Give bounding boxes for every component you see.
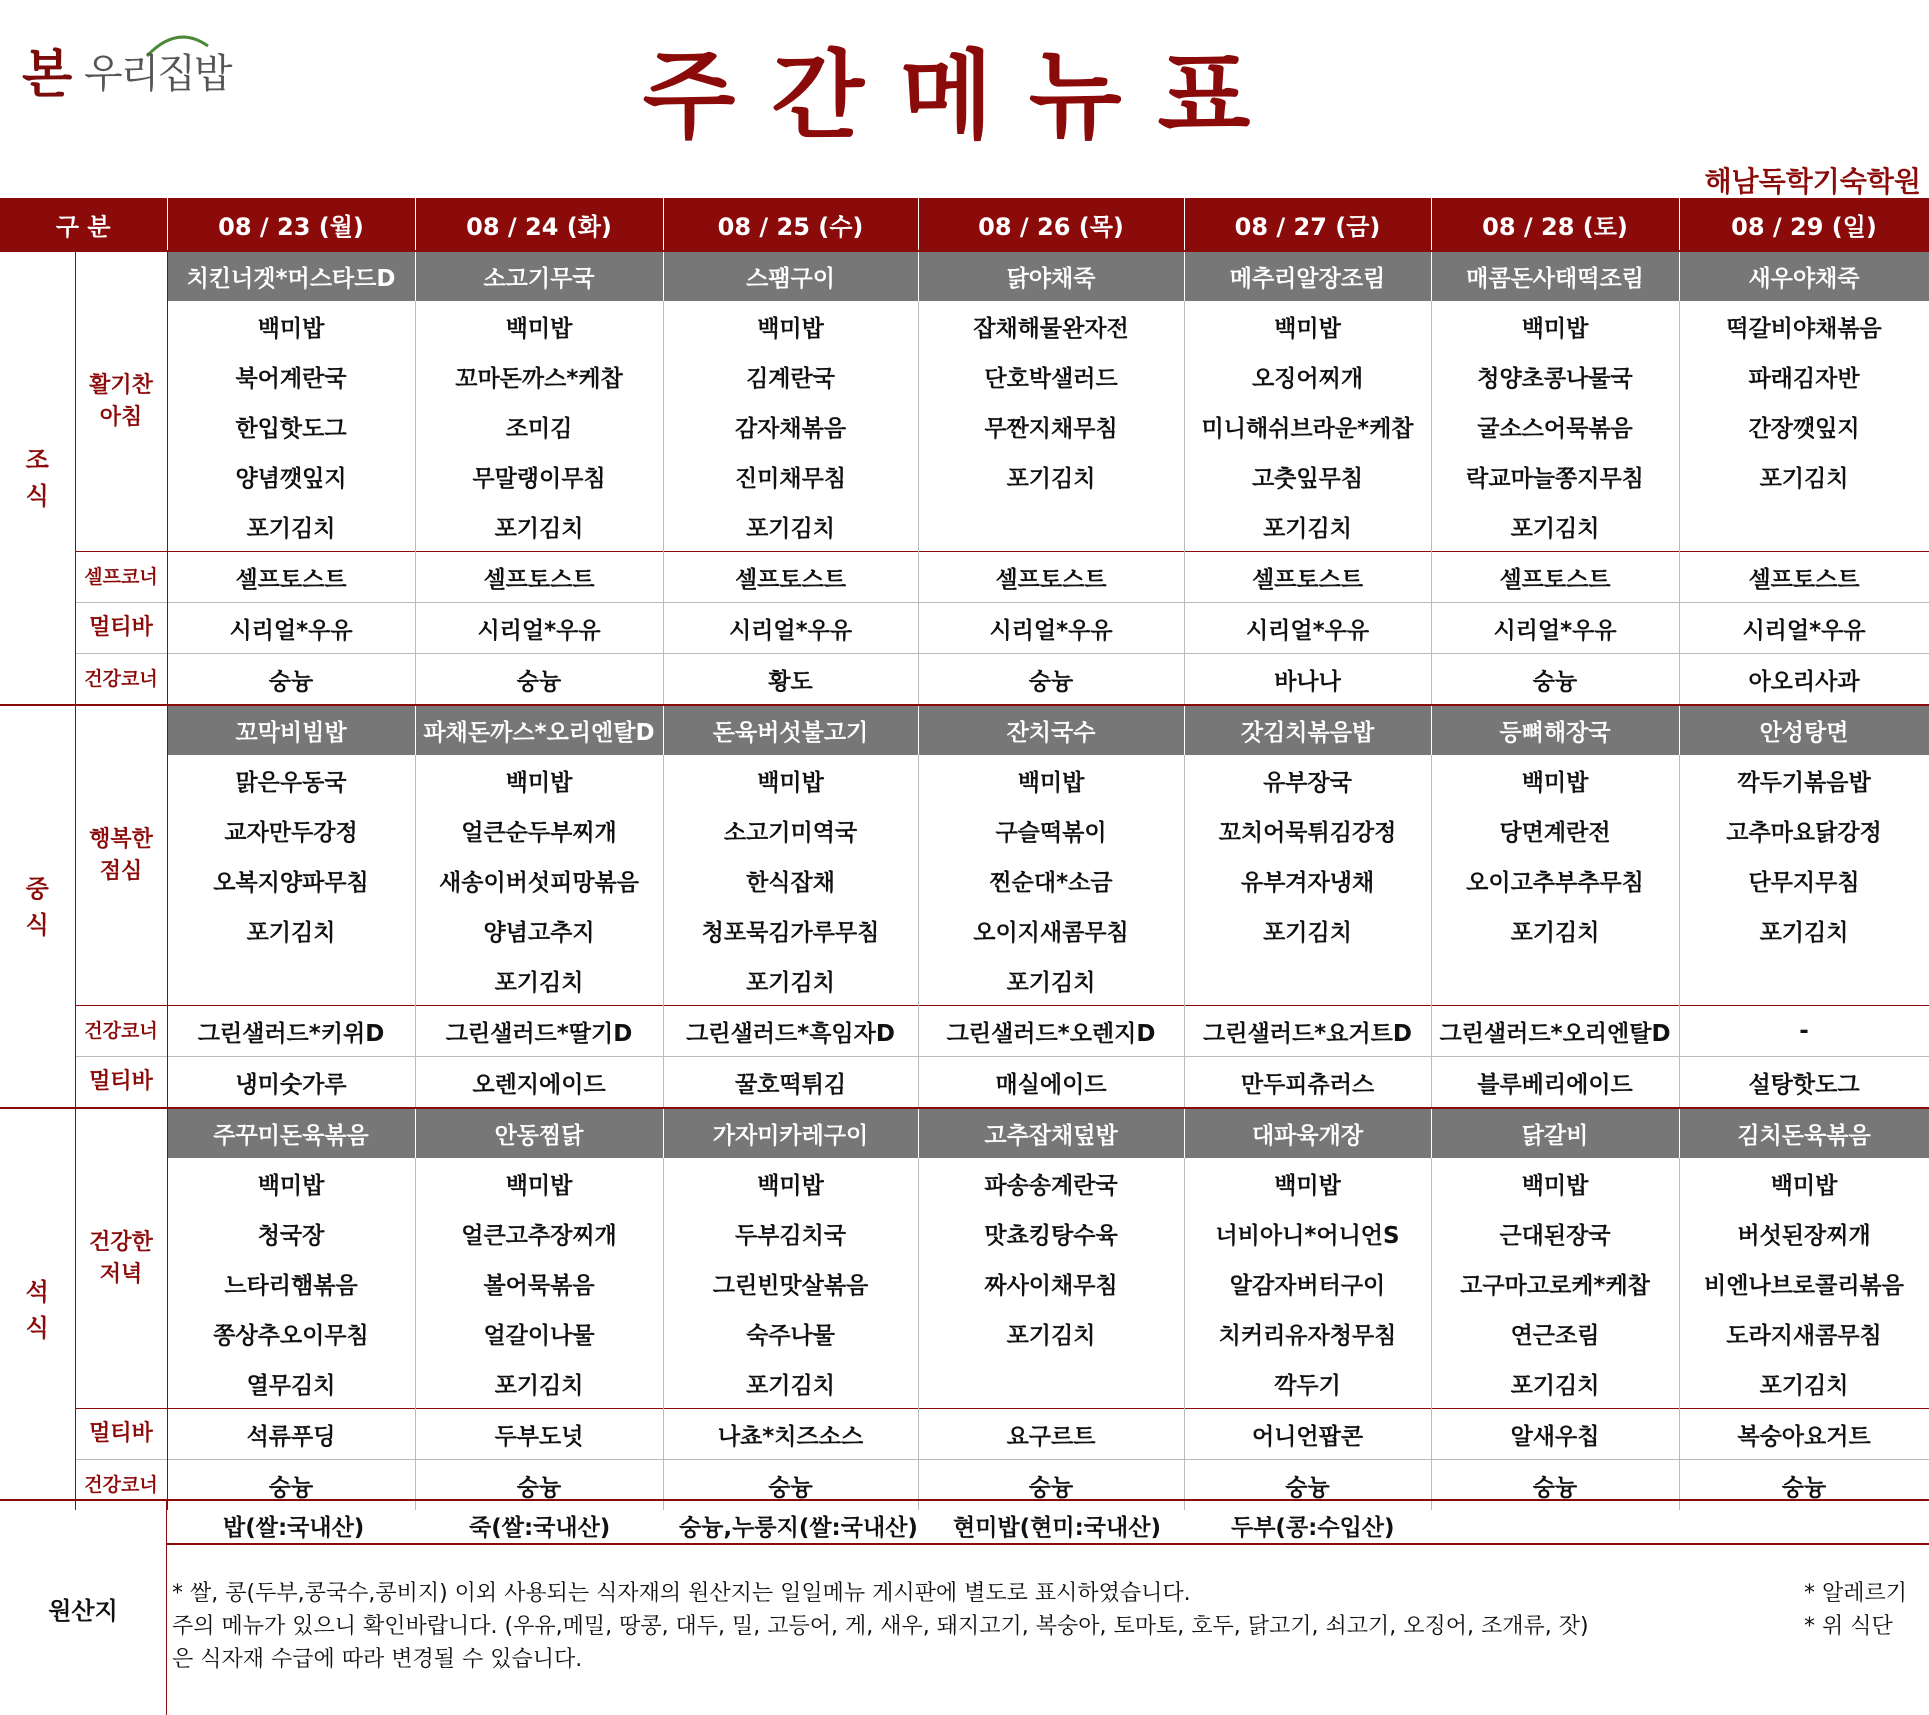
menu-item: 감자채볶음 xyxy=(663,401,918,451)
menu-item: 백미밥 xyxy=(663,1158,918,1208)
day-header: 08 / 29 (일) xyxy=(1679,198,1929,251)
health-item: 황도 xyxy=(663,654,918,706)
menu-item: 한식잡채 xyxy=(663,855,918,905)
menu-item: 백미밥 xyxy=(167,1158,415,1208)
note-line: * 위 식단 xyxy=(1803,1614,1893,1639)
menu-item: 오복지양파무침 xyxy=(167,855,415,905)
menu-item: 교자만두강정 xyxy=(167,805,415,855)
menu-item: 얼큰고추장찌개 xyxy=(415,1208,663,1258)
menu-item: 고춧잎무침 xyxy=(1184,451,1431,501)
menu-item xyxy=(918,1358,1184,1409)
menu-item: 고추마요닭강정 xyxy=(1679,805,1929,855)
origin-right-notes xyxy=(1804,1577,1907,1643)
menu-row xyxy=(0,351,1929,401)
multi-item: 오렌지에이드 xyxy=(415,1057,663,1109)
multi-label: 멀티바 xyxy=(75,603,167,654)
menu-table xyxy=(0,198,1929,1510)
menu-item: 떡갈비야채볶음 xyxy=(1679,301,1929,351)
menu-item: 맛쵸킹탕수육 xyxy=(918,1208,1184,1258)
day-header: 08 / 25 (수) xyxy=(663,198,918,251)
menu-item: 포기김치 xyxy=(167,905,415,955)
main-dish: 주꾸미돈육볶음 xyxy=(167,1108,415,1158)
menu-row xyxy=(0,1358,1929,1409)
menu-item xyxy=(167,955,415,1006)
main-dish: 가자미카레구이 xyxy=(663,1108,918,1158)
multi-item: 나쵸*치즈소스 xyxy=(663,1409,918,1460)
menu-item: 포기김치 xyxy=(415,955,663,1006)
menu-item: 두부김치국 xyxy=(663,1208,918,1258)
multi-label: 멀티바 xyxy=(75,1409,167,1460)
meal-label: 조 식 xyxy=(0,251,75,705)
menu-item: 유부장국 xyxy=(1184,755,1431,805)
main-dish: 돈육버섯불고기 xyxy=(663,705,918,755)
menu-item: 백미밥 xyxy=(1184,301,1431,351)
menu-item: 느타리햄볶음 xyxy=(167,1258,415,1308)
menu-item: 백미밥 xyxy=(1431,1158,1679,1208)
self-item: 셀프토스트 xyxy=(167,552,415,603)
self-item: 셀프토스트 xyxy=(1184,552,1431,603)
menu-item: 열무김치 xyxy=(167,1358,415,1409)
menu-item: 구슬떡볶이 xyxy=(918,805,1184,855)
menu-item: 포기김치 xyxy=(1431,905,1679,955)
menu-item: 얼갈이나물 xyxy=(415,1308,663,1358)
menu-item: 오징어찌개 xyxy=(1184,351,1431,401)
menu-item: 포기김치 xyxy=(918,1308,1184,1358)
menu-item: 백미밥 xyxy=(1431,755,1679,805)
menu-item xyxy=(1679,955,1929,1006)
menu-item: 너비아니*어니언S xyxy=(1184,1208,1431,1258)
menu-item: 포기김치 xyxy=(1679,451,1929,501)
menu-item: 양념고추지 xyxy=(415,905,663,955)
menu-item: 오이지새콤무침 xyxy=(918,905,1184,955)
menu-row xyxy=(0,1308,1929,1358)
multi-row xyxy=(0,1057,1929,1109)
health-item: 숭늉 xyxy=(918,654,1184,706)
menu-item: 포기김치 xyxy=(1679,1358,1929,1409)
health-item: 숭늉 xyxy=(1184,1460,1431,1511)
self-row xyxy=(0,552,1929,603)
menu-item: 진미채무침 xyxy=(663,451,918,501)
multi-row xyxy=(0,603,1929,654)
menu-row xyxy=(0,401,1929,451)
menu-row xyxy=(0,805,1929,855)
origin-notes xyxy=(172,1577,1589,1676)
menu-item: 버섯된장찌개 xyxy=(1679,1208,1929,1258)
self-item: 셀프토스트 xyxy=(918,552,1184,603)
main-dish: 스팸구이 xyxy=(663,251,918,301)
menu-item: 단호박샐러드 xyxy=(918,351,1184,401)
menu-item: 무말랭이무침 xyxy=(415,451,663,501)
menu-row xyxy=(0,501,1929,552)
health-item: 그린샐러드*오렌지D xyxy=(918,1006,1184,1057)
main-dish: 꼬막비빔밥 xyxy=(167,705,415,755)
menu-item: 락교마늘쫑지무침 xyxy=(1431,451,1679,501)
menu-item: 백미밥 xyxy=(415,1158,663,1208)
menu-item xyxy=(1431,955,1679,1006)
health-label: 건강코너 xyxy=(75,1460,167,1511)
menu-item: 당면계란전 xyxy=(1431,805,1679,855)
main-dish: 파채돈까스*오리엔탈D xyxy=(415,705,663,755)
menu-item: 잡채해물완자전 xyxy=(918,301,1184,351)
header-row xyxy=(0,198,1929,251)
multi-item: 두부도넛 xyxy=(415,1409,663,1460)
health-item: 숭늉 xyxy=(415,1460,663,1511)
menu-item: 근대된장국 xyxy=(1431,1208,1679,1258)
day-header: 08 / 27 (금) xyxy=(1184,198,1431,251)
menu-item: 백미밥 xyxy=(415,301,663,351)
menu-item: 청국장 xyxy=(167,1208,415,1258)
health-item: - xyxy=(1679,1006,1929,1057)
menu-item: 포기김치 xyxy=(663,501,918,552)
health-item: 숭늉 xyxy=(918,1460,1184,1511)
dish-row xyxy=(0,1108,1929,1158)
multi-item: 블루베리에이드 xyxy=(1431,1057,1679,1109)
health-item: 숭늉 xyxy=(167,654,415,706)
menu-row xyxy=(0,755,1929,805)
menu-item: 쫑상추오이무침 xyxy=(167,1308,415,1358)
menu-row xyxy=(0,301,1929,351)
multi-label: 멀티바 xyxy=(75,1057,167,1109)
menu-item: 백미밥 xyxy=(918,755,1184,805)
origin-items xyxy=(167,1501,1929,1545)
menu-item: 볼어묵볶음 xyxy=(415,1258,663,1308)
menu-item: 포기김치 xyxy=(1431,1358,1679,1409)
menu-item xyxy=(1679,501,1929,552)
menu-item: 새송이버섯피망볶음 xyxy=(415,855,663,905)
menu-item: 한입핫도그 xyxy=(167,401,415,451)
health-item: 바나나 xyxy=(1184,654,1431,706)
health-item: 그린샐러드*요거트D xyxy=(1184,1006,1431,1057)
main-dish: 닭야채죽 xyxy=(918,251,1184,301)
menu-row xyxy=(0,451,1929,501)
menu-item: 유부겨자냉채 xyxy=(1184,855,1431,905)
course-label: 건강한 저녁 xyxy=(75,1108,167,1409)
multi-item: 시리얼*우유 xyxy=(167,603,415,654)
menu-item: 연근조림 xyxy=(1431,1308,1679,1358)
multi-item: 꿀호떡튀김 xyxy=(663,1057,918,1109)
multi-row xyxy=(0,1409,1929,1460)
menu-item: 치커리유자청무침 xyxy=(1184,1308,1431,1358)
multi-item: 만두피츄러스 xyxy=(1184,1057,1431,1109)
page-title: 주간메뉴표 xyxy=(642,40,1287,152)
menu-item: 포기김치 xyxy=(663,1358,918,1409)
health-item: 그린샐러드*흑임자D xyxy=(663,1006,918,1057)
multi-item: 요구르트 xyxy=(918,1409,1184,1460)
health-item: 숭늉 xyxy=(1431,1460,1679,1511)
course-label: 활기찬 아침 xyxy=(75,251,167,552)
multi-item: 알새우칩 xyxy=(1431,1409,1679,1460)
menu-item: 백미밥 xyxy=(663,301,918,351)
origin-item: 밥(쌀:국내산) xyxy=(223,1515,365,1541)
menu-item: 조미김 xyxy=(415,401,663,451)
multi-item: 시리얼*우유 xyxy=(663,603,918,654)
menu-item: 파송송계란국 xyxy=(918,1158,1184,1208)
main-dish: 새우야채죽 xyxy=(1679,251,1929,301)
course-label: 행복한 점심 xyxy=(75,705,167,1006)
main-dish: 등뼈해장국 xyxy=(1431,705,1679,755)
multi-item: 시리얼*우유 xyxy=(1184,603,1431,654)
menu-row xyxy=(0,855,1929,905)
main-dish: 닭갈비 xyxy=(1431,1108,1679,1158)
multi-item: 시리얼*우유 xyxy=(1679,603,1929,654)
origin-item: 죽(쌀:국내산) xyxy=(469,1515,611,1541)
health-item: 숭늉 xyxy=(1431,654,1679,706)
main-dish: 고추잡채덮밥 xyxy=(918,1108,1184,1158)
multi-item: 설탕핫도그 xyxy=(1679,1057,1929,1109)
main-dish: 메추리알장조림 xyxy=(1184,251,1431,301)
menu-item: 찐순대*소금 xyxy=(918,855,1184,905)
menu-item: 청양초콩나물국 xyxy=(1431,351,1679,401)
origin-section xyxy=(0,1499,1929,1715)
note-line: * 쌀, 콩(두부,콩국수,콩비지) 이외 사용되는 식자재의 원산지는 일일메뉴 게시판에 별도로 표시하였습니다. xyxy=(172,1581,1191,1606)
self-item: 셀프토스트 xyxy=(415,552,663,603)
menu-item: 백미밥 xyxy=(167,301,415,351)
day-header: 08 / 24 (화) xyxy=(415,198,663,251)
multi-item: 복숭아요거트 xyxy=(1679,1409,1929,1460)
corner-header: 구 분 xyxy=(0,198,167,251)
main-dish: 김치돈육볶음 xyxy=(1679,1108,1929,1158)
menu-row xyxy=(0,1208,1929,1258)
dish-row xyxy=(0,705,1929,755)
menu-item: 포기김치 xyxy=(415,501,663,552)
self-label: 셀프코너 xyxy=(75,552,167,603)
health-row xyxy=(0,1006,1929,1057)
main-dish: 갓김치볶음밥 xyxy=(1184,705,1431,755)
health-item: 숭늉 xyxy=(1679,1460,1929,1511)
menu-item xyxy=(1184,955,1431,1006)
health-label: 건강코너 xyxy=(75,1006,167,1057)
health-label: 건강코너 xyxy=(75,654,167,706)
logo-text: 우리집밥 xyxy=(84,51,231,97)
menu-item: 파래김자반 xyxy=(1679,351,1929,401)
multi-item: 매실에이드 xyxy=(918,1057,1184,1109)
origin-item: 두부(콩:수입산) xyxy=(1231,1515,1395,1541)
health-item: 그린샐러드*오리엔탈D xyxy=(1431,1006,1679,1057)
menu-row xyxy=(0,905,1929,955)
note-line: * 알레르기 xyxy=(1803,1581,1907,1606)
menu-body xyxy=(0,251,1929,1510)
menu-item: 북어계란국 xyxy=(167,351,415,401)
meal-label: 석 식 xyxy=(0,1108,75,1510)
health-item: 숭늉 xyxy=(663,1460,918,1511)
origin-item: 숭늉,누룽지(쌀:국내산) xyxy=(679,1515,918,1541)
menu-item: 소고기미역국 xyxy=(663,805,918,855)
health-item: 그린샐러드*키위D xyxy=(167,1006,415,1057)
menu-item: 포기김치 xyxy=(663,955,918,1006)
menu-item: 백미밥 xyxy=(1431,301,1679,351)
logo-mark: 본 xyxy=(22,45,73,105)
origin-label: 원산지 xyxy=(0,1501,167,1715)
main-dish: 잔치국수 xyxy=(918,705,1184,755)
menu-item: 백미밥 xyxy=(1679,1158,1929,1208)
menu-item: 얼큰순두부찌개 xyxy=(415,805,663,855)
multi-item: 어니언팝콘 xyxy=(1184,1409,1431,1460)
main-dish: 안성탕면 xyxy=(1679,705,1929,755)
origin-item: 현미밥(현미:국내산) xyxy=(953,1515,1161,1541)
menu-item: 포기김치 xyxy=(167,501,415,552)
multi-item: 시리얼*우유 xyxy=(415,603,663,654)
menu-row xyxy=(0,1158,1929,1208)
menu-item: 간장깻잎지 xyxy=(1679,401,1929,451)
menu-item: 무짠지채무침 xyxy=(918,401,1184,451)
menu-item: 백미밥 xyxy=(415,755,663,805)
multi-item: 냉미숫가루 xyxy=(167,1057,415,1109)
menu-item: 포기김치 xyxy=(1184,501,1431,552)
note-line: 은 식자재 수급에 따라 변경될 수 있습니다. xyxy=(172,1647,583,1672)
self-item: 셀프토스트 xyxy=(663,552,918,603)
menu-item: 그린빈맛살볶음 xyxy=(663,1258,918,1308)
multi-item: 시리얼*우유 xyxy=(918,603,1184,654)
menu-item: 고구마고로케*케찹 xyxy=(1431,1258,1679,1308)
menu-row xyxy=(0,1258,1929,1308)
menu-item: 포기김치 xyxy=(1431,501,1679,552)
day-header: 08 / 28 (토) xyxy=(1431,198,1679,251)
self-item: 셀프토스트 xyxy=(1431,552,1679,603)
menu-item: 백미밥 xyxy=(1184,1158,1431,1208)
main-dish: 소고기무국 xyxy=(415,251,663,301)
dish-row xyxy=(0,251,1929,301)
menu-item xyxy=(918,501,1184,552)
day-header: 08 / 26 (목) xyxy=(918,198,1184,251)
menu-item: 숙주나물 xyxy=(663,1308,918,1358)
menu-item: 포기김치 xyxy=(918,955,1184,1006)
multi-item: 시리얼*우유 xyxy=(1431,603,1679,654)
main-dish: 치킨너겟*머스타드D xyxy=(167,251,415,301)
health-item: 숭늉 xyxy=(167,1460,415,1511)
menu-item: 깍두기 xyxy=(1184,1358,1431,1409)
health-row xyxy=(0,654,1929,706)
health-item: 그린샐러드*딸기D xyxy=(415,1006,663,1057)
main-dish: 매콤돈사태떡조림 xyxy=(1431,251,1679,301)
menu-item: 꼬마돈까스*케찹 xyxy=(415,351,663,401)
menu-item: 굴소스어묵볶음 xyxy=(1431,401,1679,451)
menu-item: 김계란국 xyxy=(663,351,918,401)
menu-item: 오이고추부추무침 xyxy=(1431,855,1679,905)
menu-item: 맑은우동국 xyxy=(167,755,415,805)
menu-item: 포기김치 xyxy=(1679,905,1929,955)
menu-item: 알감자버터구이 xyxy=(1184,1258,1431,1308)
menu-item: 포기김치 xyxy=(415,1358,663,1409)
note-line: 주의 메뉴가 있으니 확인바랍니다. (우유,메밀, 땅콩, 대두, 밀, 고등어, 게, 새우, 돼지고기, 복숭아, 토마토, 호두, 닭고기, 쇠고기, 오징어, 조개류, 잣) xyxy=(172,1614,1589,1639)
menu-item: 백미밥 xyxy=(663,755,918,805)
menu-item: 포기김치 xyxy=(918,451,1184,501)
menu-item: 깍두기볶음밥 xyxy=(1679,755,1929,805)
self-item: 셀프토스트 xyxy=(1679,552,1929,603)
main-dish: 대파육개장 xyxy=(1184,1108,1431,1158)
menu-item: 포기김치 xyxy=(1184,905,1431,955)
meal-label: 중 식 xyxy=(0,705,75,1108)
menu-row xyxy=(0,955,1929,1006)
menu-item: 꼬치어묵튀김강정 xyxy=(1184,805,1431,855)
multi-item: 석류푸딩 xyxy=(167,1409,415,1460)
menu-item: 미니해쉬브라운*케찹 xyxy=(1184,401,1431,451)
menu-item: 양념깻잎지 xyxy=(167,451,415,501)
menu-item: 짜사이채무침 xyxy=(918,1258,1184,1308)
health-item: 아오리사과 xyxy=(1679,654,1929,706)
menu-item: 도라지새콤무침 xyxy=(1679,1308,1929,1358)
main-dish: 안동찜닭 xyxy=(415,1108,663,1158)
health-item: 숭늉 xyxy=(415,654,663,706)
menu-item: 비엔나브로콜리볶음 xyxy=(1679,1258,1929,1308)
menu-item: 단무지무침 xyxy=(1679,855,1929,905)
day-header: 08 / 23 (월) xyxy=(167,198,415,251)
menu-item: 청포묵김가루무침 xyxy=(663,905,918,955)
school-name: 해남독학기숙학원 xyxy=(1704,165,1921,198)
